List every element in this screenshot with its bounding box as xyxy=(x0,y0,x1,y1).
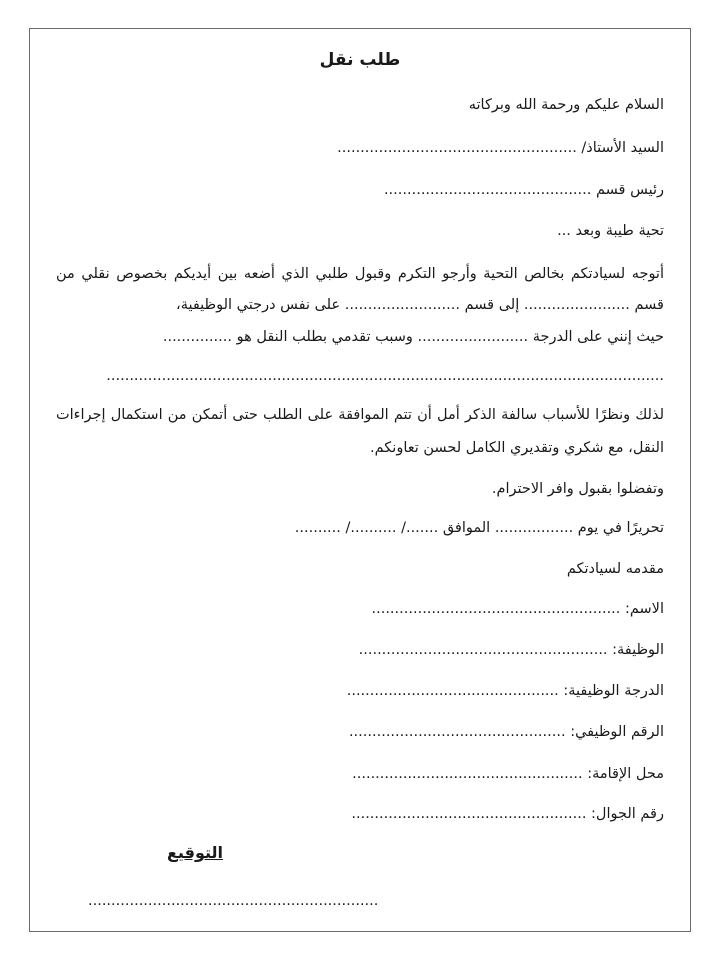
document-title: طلب نقل xyxy=(319,50,401,70)
closing-line: وتفضلوا بقبول وافر الاحترام. xyxy=(491,481,664,497)
reason-line-1: لذلك ونظرًا للأسباب سالفة الذكر أمل أن تتم الموافقة على الطلب حتى أتمكن من استكمال إجراءات xyxy=(56,407,664,423)
department-head-line: رئيس قسم ............................................. xyxy=(383,182,664,198)
signature-line: ............................................................... xyxy=(88,893,379,909)
employee-number-field-line: الرقم الوظيفي: ............................................... xyxy=(348,724,664,740)
date-line: تحريرًا في يوم ................. الموافق ......./ ........../ .......... xyxy=(294,520,664,536)
reason-line-2: النقل، مع شكري وتقديري الكامل لحسن تعاونكم. xyxy=(370,440,664,456)
body-line-3: حيث إنني على الدرجة ........................ وسبب تقدمي بطلب النقل هو ............... xyxy=(162,329,664,345)
name-field-line: الاسم: ...................................................... xyxy=(371,601,664,617)
grade-field-line: الدرجة الوظيفية: .............................................. xyxy=(346,683,664,699)
submitted-by: مقدمه لسيادتكم xyxy=(566,561,664,577)
greeting: السلام عليكم ورحمة الله وبركاته xyxy=(468,97,664,113)
job-field-line: الوظيفة: ...................................................... xyxy=(358,642,664,658)
salutation: تحية طيبة وبعد ... xyxy=(557,223,664,239)
residence-field-line: محل الإقامة: .................................................. xyxy=(352,766,664,782)
body-line-4: ......................................................................................................................... xyxy=(106,368,664,384)
signature-label: التوقيع xyxy=(167,843,223,862)
mobile-field-line: رقم الجوال: ................................................... xyxy=(351,806,664,822)
body-line-2: قسم ....................... إلى قسم ......................... على نفس درجتي الوظيفية، xyxy=(176,297,664,313)
body-line-1: أتوجه لسيادتكم بخالص التحية وأرجو التكرم وقبول طلبي الذي أضعه بين أيديكم بخصوص نقلي من xyxy=(56,266,664,282)
addressee-line: السيد الأستاذ/ .................................................... xyxy=(337,140,664,156)
